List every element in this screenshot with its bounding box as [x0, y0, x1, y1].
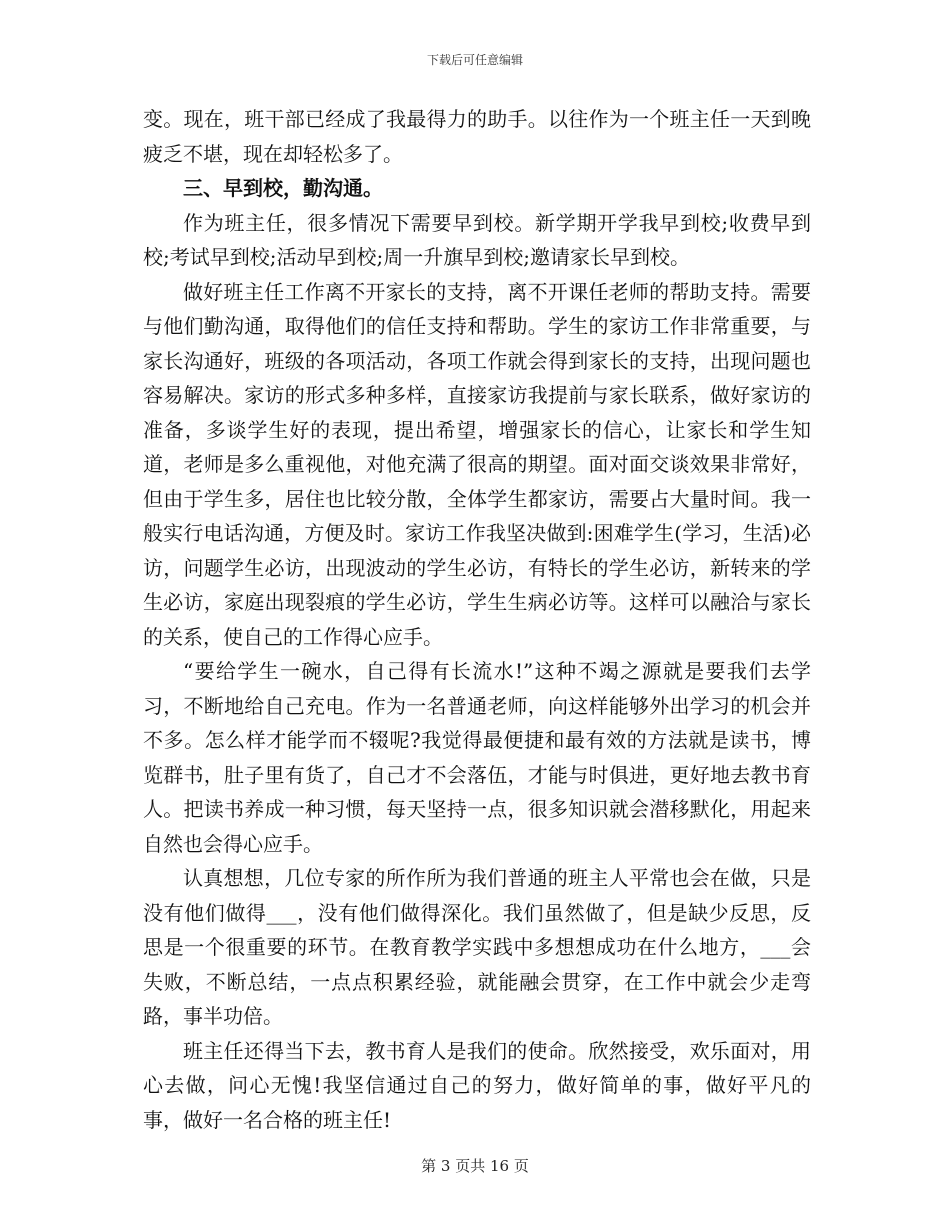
- paragraph-conclusion: 班主任还得当下去，教书育人是我们的使命。欣然接受，欢乐面对，用心去做，问心无愧!我坚信通过自己的努力，做好简单的事，做好平凡的事，做好一名合格的班主任!: [143, 1038, 811, 1132]
- paragraph-continuation: 变。现在，班干部已经成了我最得力的助手。以往作为一个班主任一天到晚疲乏不堪，现在却轻松多了。: [143, 107, 811, 166]
- paragraph-parent-communication: 做好班主任工作离不开家长的支持，离不开课任老师的帮助支持。需要与他们勤沟通，取得他们的信任支持和帮助。学生的家访工作非常重要，与家长沟通好，班级的各项活动，各项工作就会得到家长的支持，出现问题也容易解决。家访的形式多种多样，直接家访我提前与家长联系，做好家访的准备，多谈学生好的表现，提出希望，增强家长的信心，让家长和学生知道，老师是多么重视他，对他充满了很高的期望。面对面交谈效果非常好，但由于学生多，居住也比较分散，全体学生都家访，需要占大量时间。我一般实行电话沟通，方便及时。家访工作我坚决做到:困难学生(学习，生活)必访，问题学生必访，出现波动的学生必访，有特长的学生必访，新转来的学生必访，家庭出现裂痕的学生必访，学生生病必访等。这样可以融洽与家长的关系，使自己的工作得心应手。: [143, 279, 811, 649]
- page-number: 第 3 页共 16 页: [421, 1157, 529, 1175]
- paragraph-reflection: 认真想想，几位专家的所作所为我们普通的班主人平常也会在做，只是没有他们做得___，没有他们做得深化。我们虽然做了，但是缺少反思，反思是一个很重要的环节。在教育教学实践中多想想成功在什么地方，___会失败，不断总结，一点点积累经验，就能融会贯穿，在工作中就会少走弯路，事半功倍。: [143, 866, 811, 1028]
- page-header: 下载后可任意编辑: [426, 53, 523, 67]
- document-body: [143, 102, 811, 1137]
- paragraph-early-arrival: 作为班主任，很多情况下需要早到校。新学期开学我早到校;收费早到校;考试早到校;活动早到校;周一升旗早到校;邀请家长早到校。: [143, 210, 811, 269]
- paragraph-reading: “要给学生一碗水，自己得有长流水!”这种不竭之源就是要我们去学习，不断地给自己充电。作为一名普通老师，向这样能够外出学习的机会并不多。怎么样才能学而不辍呢?我觉得最便捷和最有效的方法就是读书，博览群书，肚子里有货了，自己才不会落伍，才能与时俱进，更好地去教书育人。把读书养成一种习惯，每天坚持一点，很多知识就会潜移默化，用起来自然也会得心应手。: [143, 659, 811, 856]
- section-heading: 三、早到校，勤沟通。: [183, 176, 383, 200]
